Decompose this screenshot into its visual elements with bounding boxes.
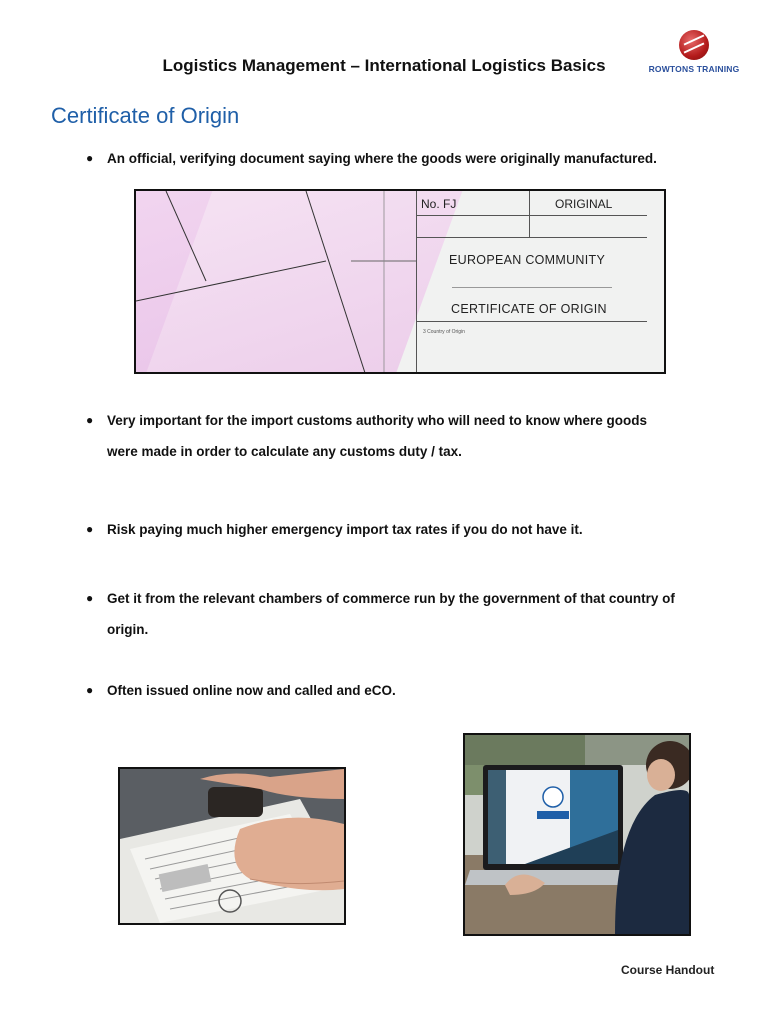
certificate-original-label: ORIGINAL bbox=[555, 197, 613, 211]
bullet-text: An official, verifying document saying where the goods were originally manufactured. bbox=[107, 151, 657, 166]
bullet-dot-icon: ● bbox=[86, 151, 94, 165]
laptop-eco-photo bbox=[463, 733, 691, 936]
document-title: Logistics Management – International Logistics Basics bbox=[162, 56, 606, 75]
certificate-no-label: No. FJ bbox=[421, 197, 457, 211]
section-title: Certificate of Origin bbox=[51, 103, 240, 128]
bullet-text: Very important for the import customs authority who will need to know where goods were made in order to calculate any customs duty / tax. bbox=[107, 413, 648, 459]
bullet-text: Get it from the relevant chambers of commerce run by the government of that country of origin. bbox=[107, 591, 675, 637]
bullet-dot-icon: ● bbox=[86, 591, 94, 605]
bullet-dot-icon: ● bbox=[86, 413, 94, 427]
laptop-scene-graphic bbox=[465, 735, 689, 934]
certificate-line-1: EUROPEAN COMMUNITY bbox=[449, 253, 606, 267]
certificate-line-2: CERTIFICATE OF ORIGIN bbox=[451, 302, 607, 316]
stamp-scene-graphic bbox=[120, 769, 344, 923]
footer-label: Course Handout bbox=[621, 963, 715, 977]
stamping-document-photo bbox=[118, 767, 346, 925]
bullet-text: Often issued online now and called and eCO. bbox=[107, 683, 396, 698]
bullet-dot-icon: ● bbox=[86, 522, 94, 536]
bullet-dot-icon: ● bbox=[86, 683, 94, 697]
certificate-of-origin-image bbox=[134, 189, 666, 374]
certificate-form-panel bbox=[416, 191, 647, 374]
bullet-text: Risk paying much higher emergency import tax rates if you do not have it. bbox=[107, 522, 583, 537]
certificate-field-label: 3 Country of Origin bbox=[423, 329, 465, 335]
rowtons-logo bbox=[646, 30, 742, 80]
logo-text: ROWTONS TRAINING bbox=[648, 64, 740, 74]
logo-globe-icon bbox=[679, 30, 709, 60]
